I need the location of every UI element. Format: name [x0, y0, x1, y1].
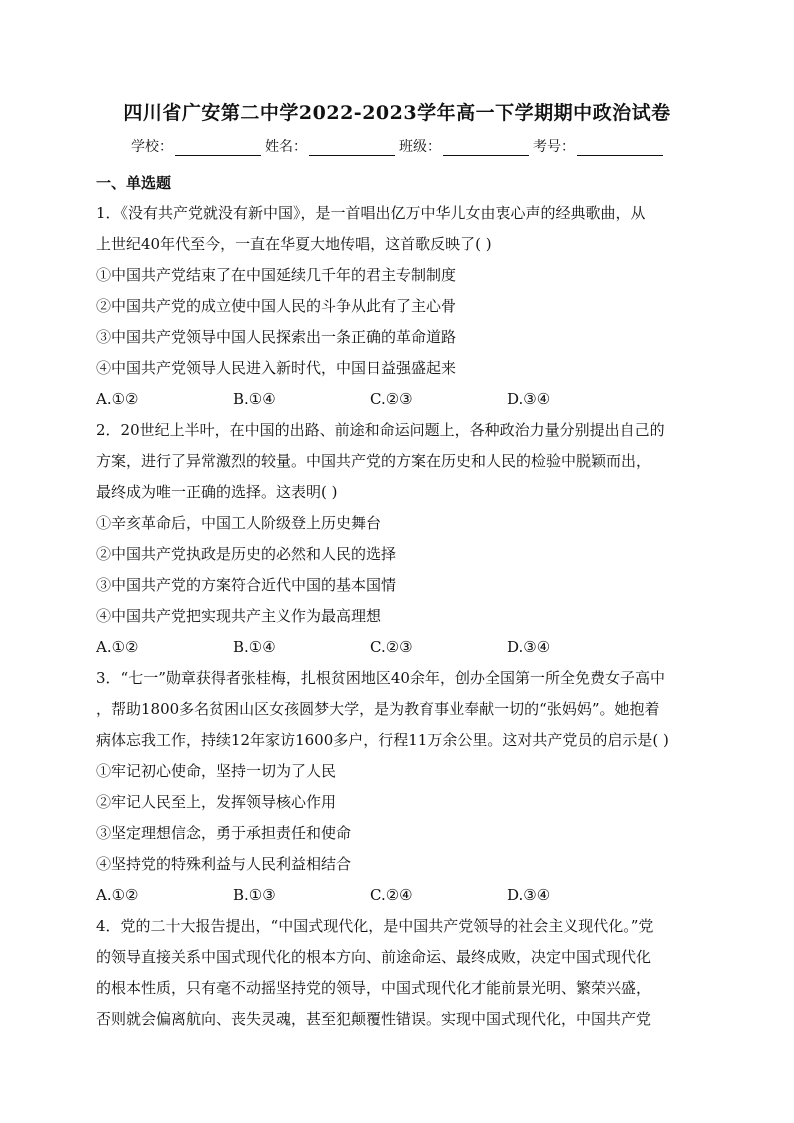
exam-number-field: [533, 136, 663, 156]
choice-a: A.①②: [96, 638, 139, 656]
question-1-stem-line: 上世纪40年代至今，一直在华夏大地传唱，这首歌反映了( ): [96, 235, 492, 253]
question-2-choices: [96, 632, 698, 663]
question-2-stem-line: 2．20世纪上半叶，在中国的出路、前途和命运问题上，各种政治力量分别提出自己的: [96, 421, 665, 439]
question-3-stem-line: 病体忘我工作，持续12年家访1600多户，行程11万余公里。这对共产党员的启示是( ): [96, 731, 669, 749]
question-4: [96, 911, 698, 1035]
name-blank: [309, 139, 395, 156]
school-blank: [175, 139, 261, 156]
choice-d: D.③④: [507, 886, 551, 904]
question-4-stem-line: 的领导直接关系中国式现代化的根本方向、前途命运、最终成败，决定中国式现代化: [96, 948, 652, 966]
class-label: 班级：: [399, 139, 441, 155]
question-3-choices: [96, 880, 698, 911]
class-blank: [443, 139, 529, 156]
name-label: 姓名：: [265, 139, 307, 155]
choice-c: C.②④: [370, 886, 413, 904]
question-1-choices: [96, 384, 698, 415]
question-3-option: ②牢记人民至上，发挥领导核心作用: [96, 793, 337, 811]
question-3-option: ④坚持党的特殊利益与人民利益相结合: [96, 855, 352, 873]
choice-d: D.③④: [507, 390, 551, 408]
exam-number-blank: [577, 139, 663, 156]
question-4-stem-line: 4．党的二十大报告提出，“中国式现代化，是中国共产党领导的社会主义现代化。”党: [96, 917, 654, 935]
question-1-option: ③中国共产党领导中国人民探索出一条正确的革命道路: [96, 328, 457, 346]
choice-c: C.②③: [370, 390, 413, 408]
choice-b: B.①③: [233, 886, 276, 904]
choice-a: A.①②: [96, 390, 139, 408]
question-2-option: ②中国共产党执政是历史的必然和人民的选择: [96, 545, 397, 563]
exam-number-label: 考号：: [533, 139, 575, 155]
question-2-option: ④中国共产党把实现共产主义作为最高理想: [96, 607, 382, 625]
question-1-option: ④中国共产党领导人民进入新时代，中国日益强盛起来: [96, 359, 457, 377]
question-2-stem-line: 方案，进行了异常激烈的较量。中国共产党的方案在历史和人民的检验中脱颖而出，: [96, 452, 652, 470]
choice-d: D.③④: [507, 638, 551, 656]
question-3-stem-line: ，帮助1800多名贫困山区女孩圆梦大学，是为教育事业奉献一切的“张妈妈”。她抱着: [96, 700, 660, 718]
question-3: [96, 663, 698, 911]
school-field: [131, 136, 261, 156]
question-1: [96, 198, 698, 415]
question-3-option: ③坚定理想信念，勇于承担责任和使命: [96, 824, 352, 842]
question-1-stem-line: 1．《没有共产党就没有新中国》，是一首唱出亿万中华儿女由衷心声的经典歌曲，从: [96, 204, 646, 222]
page-title: 四川省广安第二中学2022-2023学年高一下学期期中政治试卷: [123, 102, 671, 124]
question-2: [96, 415, 698, 663]
choice-b: B.①④: [233, 390, 276, 408]
name-field: [265, 136, 395, 156]
choice-a: A.①②: [96, 886, 139, 904]
question-3-stem-line: 3．“七一”勋章获得者张桂梅，扎根贫困地区40余年，创办全国第一所全免费女子高中: [96, 669, 665, 687]
question-2-option: ①辛亥革命后，中国工人阶级登上历史舞台: [96, 514, 382, 532]
choice-b: B.①④: [233, 638, 276, 656]
section-heading: 一、单选题: [96, 174, 172, 192]
class-field: [399, 136, 529, 156]
question-4-stem-line: 的根本性质，只有毫不动摇坚持党的领导，中国式现代化才能前景光明、繁荣兴盛，: [96, 979, 652, 997]
question-2-stem-line: 最终成为唯一正确的选择。这表明( ): [96, 483, 338, 501]
school-label: 学校：: [131, 139, 173, 155]
question-3-option: ①牢记初心使命，坚持一切为了人民: [96, 762, 337, 780]
question-2-option: ③中国共产党的方案符合近代中国的基本国情: [96, 576, 397, 594]
question-1-option: ①中国共产党结束了在中国延续几千年的君主专制制度: [96, 266, 457, 284]
question-4-stem-line: 否则就会偏离航向、丧失灵魂，甚至犯颠覆性错误。实现中国式现代化，中国共产党: [96, 1010, 652, 1028]
student-info-row: [96, 130, 698, 156]
choice-c: C.②③: [370, 638, 413, 656]
question-1-option: ②中国共产党的成立使中国人民的斗争从此有了主心骨: [96, 297, 457, 315]
